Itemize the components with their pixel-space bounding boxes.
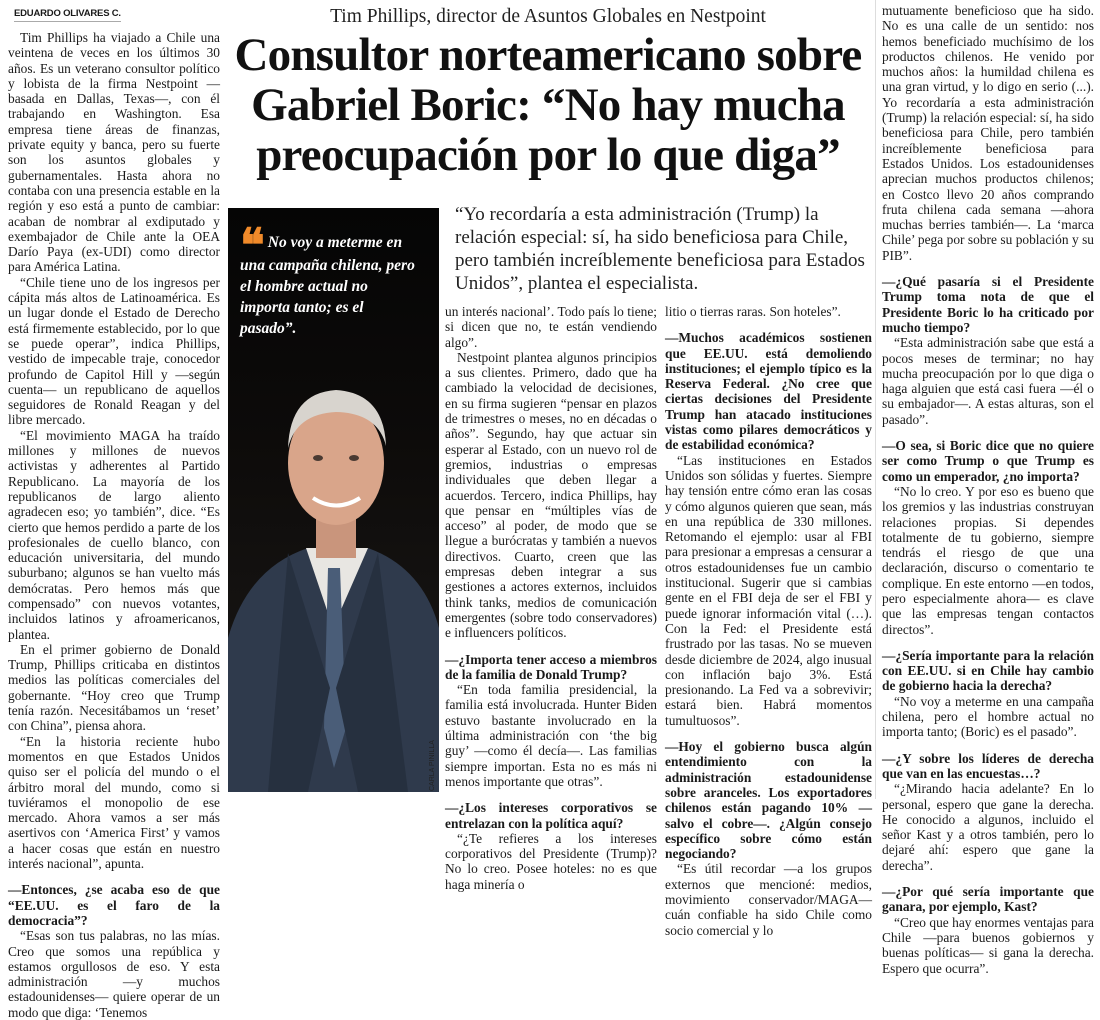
article-paragraph: “¿Mirando hacia adelante? En lo personal, espero que gane la derecha. He conocido a algunos, incluido el señor Kast y a otros también, pero lo dejaré ahí: espero que gane la derecha”.: [882, 781, 1094, 873]
interview-question: —¿Y sobre los líderes de derecha que van en las encuestas…?: [882, 750, 1094, 781]
article-paragraph: “Chile tiene uno de los ingresos per cápita más altos de Latinoamérica. Es un lugar donde el Estado de Derecho está firmemente establecido, por lo que se puede operar”, indica Phillips, vestido de impecable traje, conocedor profundo de Capitol Hill y —según cuenta— un republicano de aquellos seguidores de Ronald Reagan y del libre mercado.: [8, 274, 220, 428]
article-paragraph: “Esta administración sabe que está a pocos meses de terminar; no hay mucha preocupación por lo que diga o haga alguien que está casi fuera —él o su embajador—. A estas alturas, son el pasado”.: [882, 335, 1094, 427]
byline: EDUARDO OLIVARES C.: [14, 8, 121, 22]
article-paragraph: “No voy a meterme en una campaña chilena, pero el hombre actual no importa tanto; (Boric) es el pasado”.: [882, 693, 1094, 740]
article-column-1: [8, 30, 220, 1020]
article-paragraph: Nestpoint plantea algunos principios a sus clientes. Primero, dado que ha cambiado la velocidad de decisiones, en su firma sugieren “pensar en plazos de trimestres o meses, no en décadas o años”. Segundo, hay que actuar sin esperar al Estado, con un nuevo rol de gremios, industrias o empresas individuales que deben llegar a acuerdos. Tercero, indica Phillips, hay que pensar en “múltiples vías de acceso” al poder, de modo que se llegue a burócratas y también a nuevos directivos. Cuarto, creen que las empresas deben integrar a sus gestiones a actores externos, incluidos think tanks, medios de comunicación emergentes (sobre todo conservadores) e influencers políticos.: [445, 349, 657, 641]
pull-quote-text: No voy a meterme en una campaña chilena, pero el hombre actual no importa tanto; es el pasado”.: [240, 234, 415, 337]
photo-credit-text: CARLA PINILLA: [429, 740, 436, 791]
article-column-2: [445, 304, 657, 892]
pull-quote: [240, 218, 420, 339]
interview-question: —¿Los intereses corporativos se entrelazan con la política aquí?: [445, 800, 657, 831]
interview-question: —Entonces, ¿se acaba eso de que “EE.UU. es el faro de la democracia”?: [8, 882, 220, 928]
interview-question: —O sea, si Boric dice que no quiere ser como Trump o que Trump es como un emperador, ¿no importa?: [882, 438, 1094, 484]
article-paragraph: “Es útil recordar —a los grupos externos que mencioné: medios, movimiento conservador/MAGA— cuán confiable ha sido Chile como socio comercial y lo: [665, 861, 872, 938]
article-paragraph: “No lo creo. Y por eso es bueno que los gremios y las industrias construyan relaciones propias. Si dependes totalmente de tu gobierno, siempre tendrás el riesgo de que una declaración, discurso o comentario te complique. En este entorno —en todos, pero especialmente ahora— es clave que las empresas tengan contactos directos”.: [882, 483, 1094, 637]
article-paragraph: “En la historia reciente hubo momentos en que Estados Unidos quiso ser el policía del mundo o el árbitro moral del mundo, como si tuviéramos el monopolio de ese mercado. Ahora vamos a ser más asertivos con ‘America First’ y vamos a hacer cosas que están en nuestro interés nacional”, apunta.: [8, 733, 220, 872]
article-paragraph: “Creo que hay enormes ventajas para Chile —para buenos gobiernos y buenas políticas— si gana la derecha. Espero que ocurra”.: [882, 914, 1094, 976]
deck-quote: “Yo recordaría a esta administración (Trump) la relación especial: sí, ha sido beneficiosa para Chile, pero también increíblemente beneficiosa para Estados Unidos”, plantea el especialista.: [455, 204, 865, 294]
article-paragraph: Tim Phillips ha viajado a Chile una veintena de veces en los últimos 30 años. Es un veterano consultor político y lobista de la firma Nestpoint —basada en Dallas, Texas—, con él trabajando en Washington. Esa empresa tiene áreas de finanzas, private equity y banca, pero su fuerte son los asuntos globales y gubernamentales. Hasta ahora no contaba con una presencia estable en la región y eso está a punto de cambiar: acaban de nombrar al exdiputado y exembajador de Chile ante la OEA Darío Paya (ex-UDI) como director para América Latina.: [8, 30, 220, 275]
kicker: Tim Phillips, director de Asuntos Globales en Nestpoint: [330, 6, 766, 27]
interview-question: —¿Por qué sería importante que ganara, por ejemplo, Kast?: [882, 884, 1094, 915]
article-paragraph: En el primer gobierno de Donald Trump, Phillips criticaba en distintos medios las políticas comerciales del gobernante. “Hoy creo que Trump tenía razón. Necesitábamos un ‘reset’ con China”, piensa ahora.: [8, 641, 220, 734]
article-column-4: [882, 3, 1094, 976]
article-paragraph: “El movimiento MAGA ha traído millones y millones de nuevos activistas y adherentes al Partido Republicano. La mayoría de los republicanos de largo aliento agradecen eso; yo también”, dice. “Es cierto que hemos perdido a parte de los profesionales de cuello blanco, con educación universitaria, del mundo suburbano; algunos se han vuelto más demócratas. Pero hemos más que compensado” con nuevos votantes, incluidos latinos y afroamericanos, plantea.: [8, 427, 220, 642]
interview-question: —¿Importa tener acceso a miembros de la familia de Donald Trump?: [445, 651, 657, 682]
interview-question: —Muchos académicos sostienen que EE.UU. está demoliendo instituciones; el ejemplo típico es la Reserva Federal. ¿No cree que ciertas decisiones del Presidente Trump han atacado instituciones vistas como pilares democráticos y de estabilidad económica?: [665, 330, 872, 453]
article-paragraph: “En toda familia presidencial, la familia está involucrada. Hunter Biden estuvo bastante involucrado en la última administración con ‘the big guy’ —como él decía—. Las familias siempre importan. Esta no es más ni menos importante que otras”.: [445, 682, 657, 789]
interview-question: —¿Sería importante para la relación con EE.UU. si en Chile hay cambio de gobierno hacia la derecha?: [882, 647, 1094, 694]
article-column-3: [665, 304, 872, 938]
article-paragraph: “Esas son tus palabras, no las mías. Creo que somos una república y estamos orgullosos de eso. Y esta administración —y muchos estadounidenses— quiere operar de un modo que diga: ‘Tenemos: [8, 928, 220, 1020]
article-paragraph: “Las instituciones en Estados Unidos son sólidas y fuertes. Siempre hay tensión entre cómo eran las cosas y cómo algunos quieren que sean, más en una república de 330 millones. Retomando el ejemplo: usar al FBI para presionar a empresas a censurar a otros estadounidenses fue un cambio institucional. Sugerir que si cambias gente en el FBI deja de ser el FBI y puede ignorar información vital (…). Con la Fed: el Presidente está frustrado por las tasas. No se mueven desde diciembre de 2024, algo inusual con inflación bajo 3%. Está presionando. La Fed va a sobrevivir; estará bien. Habrá momentos tumultuosos”.: [665, 452, 872, 728]
quote-mark-icon: ❝: [240, 218, 265, 272]
article-paragraph: “¿Te refieres a los intereses corporativos del Presidente (Trump)? No lo creo. Posee hoteles: no es que haga minería o: [445, 830, 657, 892]
headline: Consultor norteamericano sobre Gabriel Boric: “No hay mucha preocupación por lo que diga”: [234, 29, 862, 181]
interview-question: —¿Qué pasaría si el Presidente Trump toma nota de que el Presidente Boric lo ha criticado por mucho tiempo?: [882, 274, 1094, 335]
article-paragraph: un interés nacional’. Todo país lo tiene; si dicen que no, te están vendiendo algo”.: [445, 304, 657, 350]
photo-credit: [428, 735, 438, 791]
article-paragraph: litio o tierras raras. Son hoteles”.: [665, 304, 841, 319]
interview-question: —Hoy el gobierno busca algún entendimiento con la administración estadounidense sobre aranceles. Los exportadores chilenos están pagando 10% —salvo el cobre—. ¿Algún consejo específico sobre cómo están negociando?: [665, 739, 872, 862]
portrait-photo: [228, 208, 439, 792]
article-paragraph: mutuamente beneficioso que ha sido. No es una calle de un sentido: nos hemos beneficiado muchísimo de los productos chilenos. He venido por muchos años: la humildad chilena es una gran virtud, y lo digo en serio (...). Yo recordaría a esta administración (Trump) la relación especial: sí, ha sido beneficiosa para Chile, pero también increíblemente beneficiosa para Estados Unidos. Los estadounidenses aprecian muchos productos chilenos; en Costco llevo 20 años comprando fruta chilena cada semana —ahora muchas berries también—. La ‘marca Chile’ pega por sobre su población y su PIB”.: [882, 3, 1094, 263]
column-divider: [875, 0, 876, 799]
